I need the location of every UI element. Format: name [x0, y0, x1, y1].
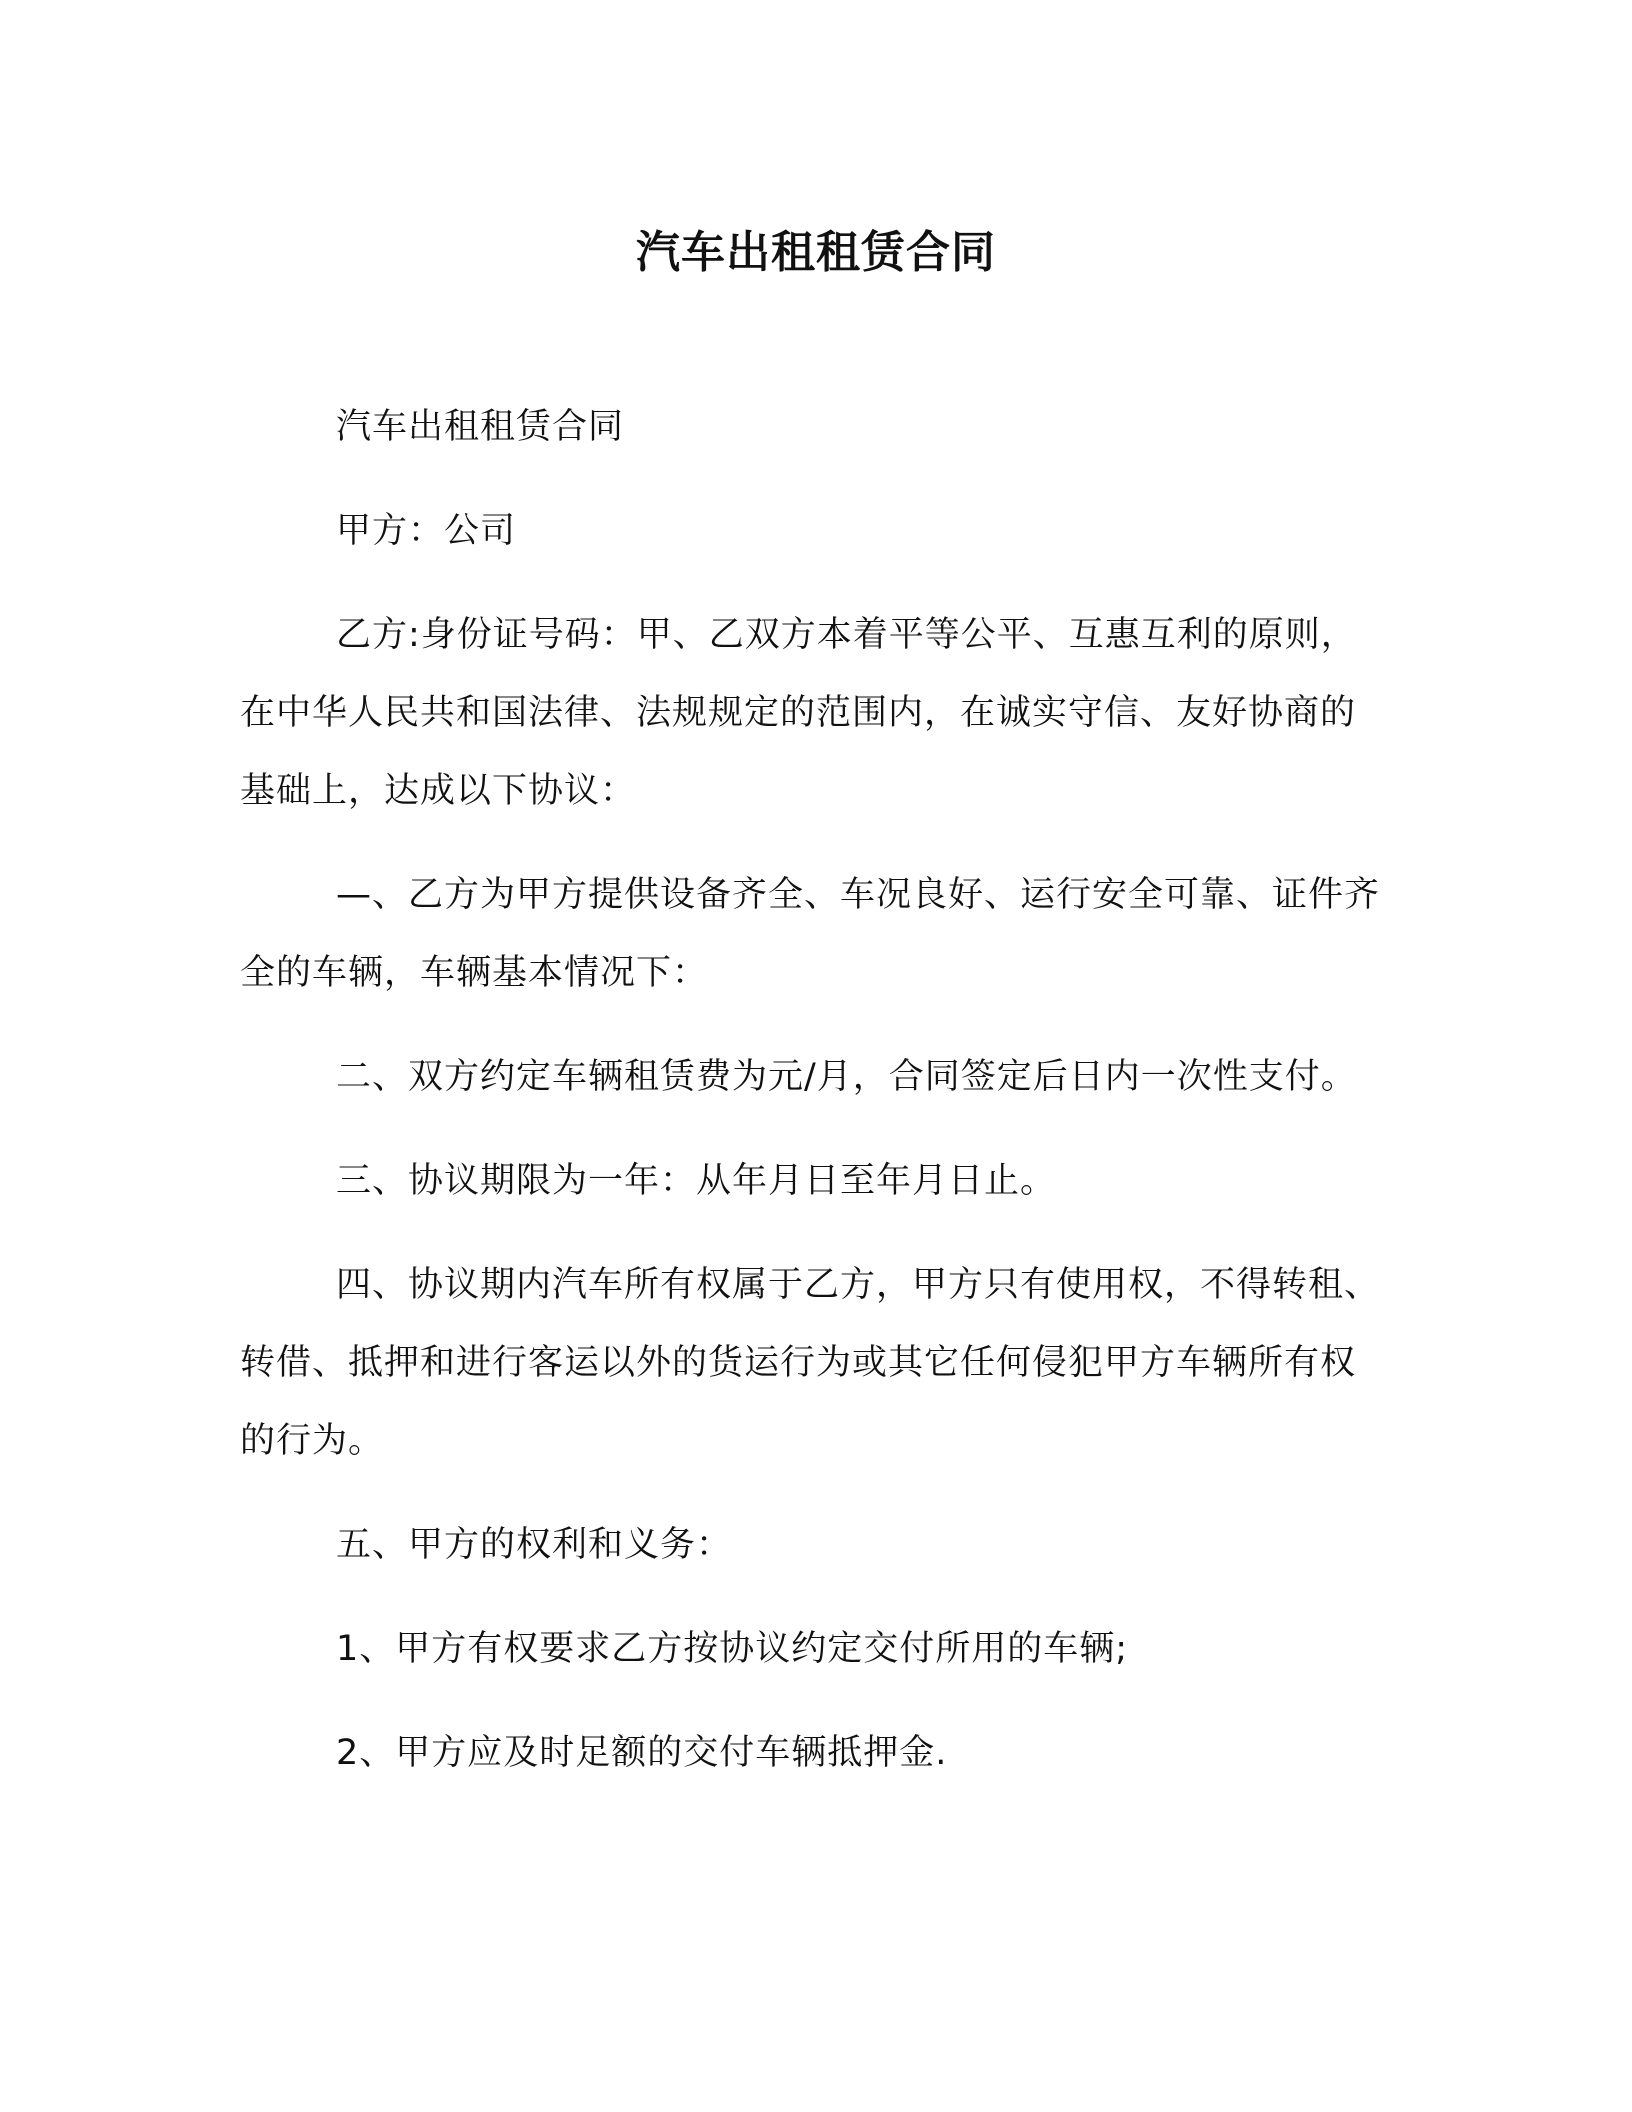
paragraph-item-2: 2、甲方应及时足额的交付车辆抵押金. [336, 1733, 948, 1773]
paragraph-clause-2: 二、双方约定车辆租赁费为元/月，合同签定后日内一次性支付。 [336, 1057, 1357, 1097]
paragraph-party-b: 乙方:身份证号码：甲、乙双方本着平等公平、互惠互利的原则，在中华人民共和国法律、法规规定的范围内，在诚实守信、友好协商的基础上，达成以下协议： [240, 615, 1357, 811]
paragraph-clause-4: 四、协议期内汽车所有权属于乙方，甲方只有使用权，不得转租、转借、抵押和进行客运以外的货运行为或其它任何侵犯甲方车辆所有权的行为。 [240, 1265, 1381, 1461]
paragraph-clause-1: —、乙方为甲方提供设备齐全、车况良好、运行安全可靠、证件齐全的车辆，车辆基本情况下： [240, 875, 1381, 993]
paragraph-clause-3: 三、协议期限为一年：从年月日至年月日止。 [336, 1161, 1057, 1201]
paragraph-party-a: 甲方：公司 [336, 511, 517, 551]
document-body [240, 388, 1390, 1818]
paragraph-item-1: 1、甲方有权要求乙方按协议约定交付所用的车辆; [336, 1629, 1129, 1669]
paragraph-clause-5: 五、甲方的权利和义务： [336, 1525, 733, 1565]
document-title: 汽车出租租赁合同 [636, 227, 996, 278]
paragraph-heading: 汽车出租租赁合同 [336, 407, 625, 447]
